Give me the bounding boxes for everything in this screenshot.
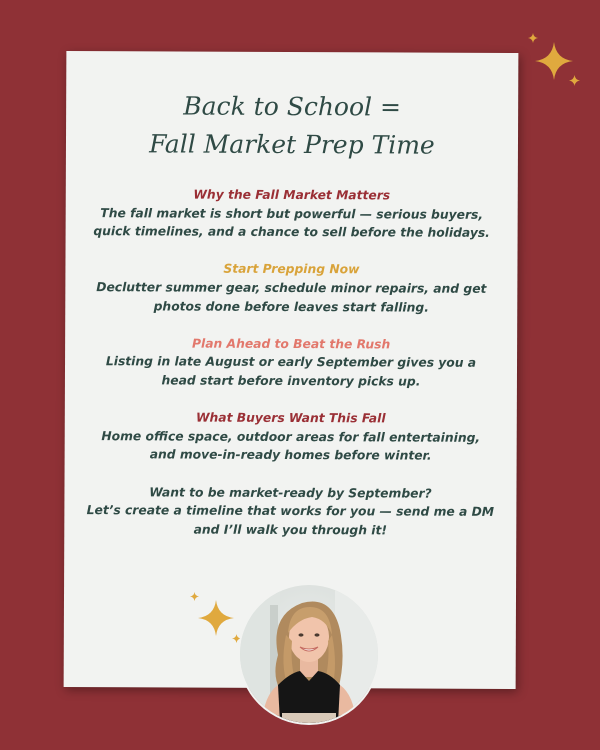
- section-heading: What Buyers Want This Fall: [195, 410, 386, 426]
- agent-photo: [240, 585, 378, 723]
- sparkle-icon-small-bottom-right: [232, 634, 241, 643]
- section-body: Declutter summer gear, schedule minor repairs, and get photos done before leaves start falling.: [96, 280, 487, 315]
- tips-list: [86, 185, 496, 540]
- sparkle-icon-small-top-left: [528, 33, 538, 43]
- section-heading: Why the Fall Market Matters: [193, 187, 391, 203]
- section-heading: Start Prepping Now: [223, 262, 360, 277]
- agent-portrait-illustration: [240, 585, 378, 723]
- sparkle-icon-small-bottom-top: [190, 592, 199, 601]
- title-line-1: Back to School =: [183, 91, 402, 122]
- sparkle-icon-large-bottom: [198, 600, 234, 636]
- section-plan-ahead: [87, 334, 495, 392]
- section-body: Listing in late August or early September gives you a head start before inventory picks up.: [105, 354, 477, 389]
- call-to-action: [86, 483, 494, 541]
- section-body: Home office space, outdoor areas for fall entertaining, and move-in-ready homes before winter.: [101, 428, 481, 463]
- cta-line-2: Let’s create a timeline that works for you — send me a DM and I’ll walk you through it!: [86, 503, 495, 538]
- section-body: The fall market is short but powerful — serious buyers, quick timelines, and a chance to sell before the holidays.: [93, 205, 490, 241]
- section-what-buyers-want: [87, 408, 495, 466]
- section-why-fall-market: [88, 185, 496, 243]
- title-line-2: Fall Market Prep Time: [149, 129, 435, 160]
- sparkle-icon-small-top-right: [569, 75, 580, 86]
- sparkle-icon-large-top: [535, 42, 573, 80]
- section-heading: Plan Ahead to Beat the Rush: [191, 336, 391, 352]
- page-title: [66, 87, 518, 165]
- cta-line-1: Want to be market-ready by September?: [149, 484, 432, 501]
- section-start-prepping: [87, 259, 495, 317]
